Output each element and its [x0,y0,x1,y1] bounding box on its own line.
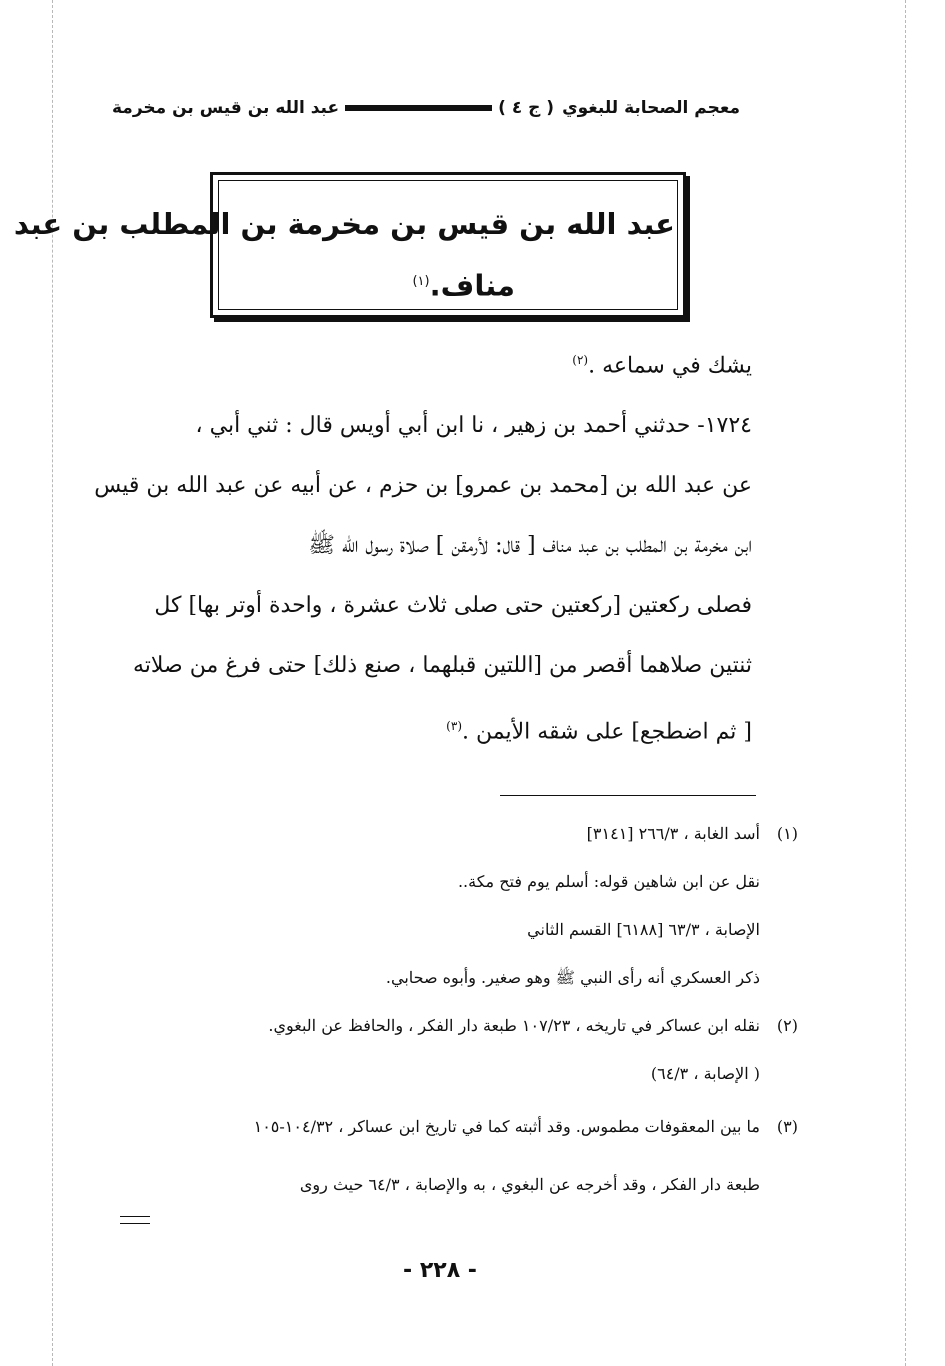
footnote-1 [112,810,798,1002]
footnote-text: الإصابة ، ٦٣/٣ [٦١٨٨] القسم الثاني [527,920,760,939]
footnote-2-line-1 [112,1002,798,1050]
hadith-line: عن عبد الله بن [محمد بن عمرو] بن حزم ، عن أبيه عن عبد الله بن قيس [94,473,752,499]
footnote-separator [500,795,756,796]
page-number: - ٢٢٨ - [403,1258,477,1283]
hadith-last-line [112,696,752,762]
doubt-line-text: يشك في سماعه . [588,353,752,379]
running-header [112,90,740,126]
footnote-3-number: (٣) [776,1117,798,1136]
hadith-line-text: [ ثم اضطجع] على شقه الأيمن . [462,719,752,745]
entry-title-line-1: عبد الله بن قيس بن مخرمة بن المطلب بن عبد [13,207,675,241]
footnote-ref-1: (١) [412,274,430,289]
hadith-line: ثنتين صلاهما أقصر من [اللتين قبلهما ، صنع ذلك] حتى فرغ من صلاته [133,653,752,679]
footnote-1-number: (١) [776,824,798,843]
footnote-text: نقله ابن عساكر في تاريخه ، ١٠٧/٢٣ طبعة دار الفكر ، والحافظ عن البغوي. [268,1016,760,1035]
footnote-3-line-1 [112,1098,798,1156]
footnotes [112,810,798,1214]
scan-edge-right [905,0,906,1366]
footnote-ref-2: (٢) [572,353,589,367]
footnote-2-number: (٢) [776,1016,798,1035]
footnote-text: ( الإصابة ، ٦٤/٣) [650,1064,760,1083]
continuation-mark [120,1216,150,1224]
footnote-text: ما بين المعقوفات مطموس. وقد أثبته كما في تاريخ ابن عساكر ، ١٠٤/٣٢-١٠٥ [253,1117,760,1136]
footnote-text: نقل عن ابن شاهين قوله: أسلم يوم فتح مكة.. [457,872,760,891]
footnote-text: أسد الغابة ، ٢٦٦/٣ [٣١٤١] [586,824,760,843]
header-entry-title: عبد الله بن قيس بن مخرمة [112,98,340,118]
hadith-line: ١٧٢٤- حدثني أحمد بن زهير ، نا ابن أبي أويس قال : ثني أبي ، [195,413,752,439]
hadith-line: فصلى ركعتين [ركعتين حتى صلى ثلاث عشرة ، واحدة أوتر بها] كل [154,593,752,619]
footnote-text: طبعة دار الفكر ، وقد أخرجه عن البغوي ، به والإصابة ، ٦٤/٣ حيث روى [299,1175,760,1194]
footnote-text: ذكر العسكري أنه رأى النبي ﷺ وهو صغير. وأبوه صحابي. [385,968,760,987]
footnote-3 [112,1098,798,1214]
hadith-line: ابن مخرمة بن المطلب بن عبد مناف [ قال: لأرمقن ] صلاة رسول الله ﷺ [308,533,752,559]
hadith-text [94,330,752,763]
header-rule [345,105,492,111]
footnote-1-line-1 [112,810,798,858]
entry-title [13,196,675,315]
doubt-line [112,330,752,396]
entry-title-line-2-text: مناف. [429,268,515,303]
entry-title-line-2 [225,253,675,315]
footnote-ref-3: (٣) [446,719,462,734]
header-volume: ( ج ٤ ) [498,98,555,118]
header-book-title: معجم الصحابة للبغوي [562,98,740,118]
footnote-2 [112,1002,798,1098]
